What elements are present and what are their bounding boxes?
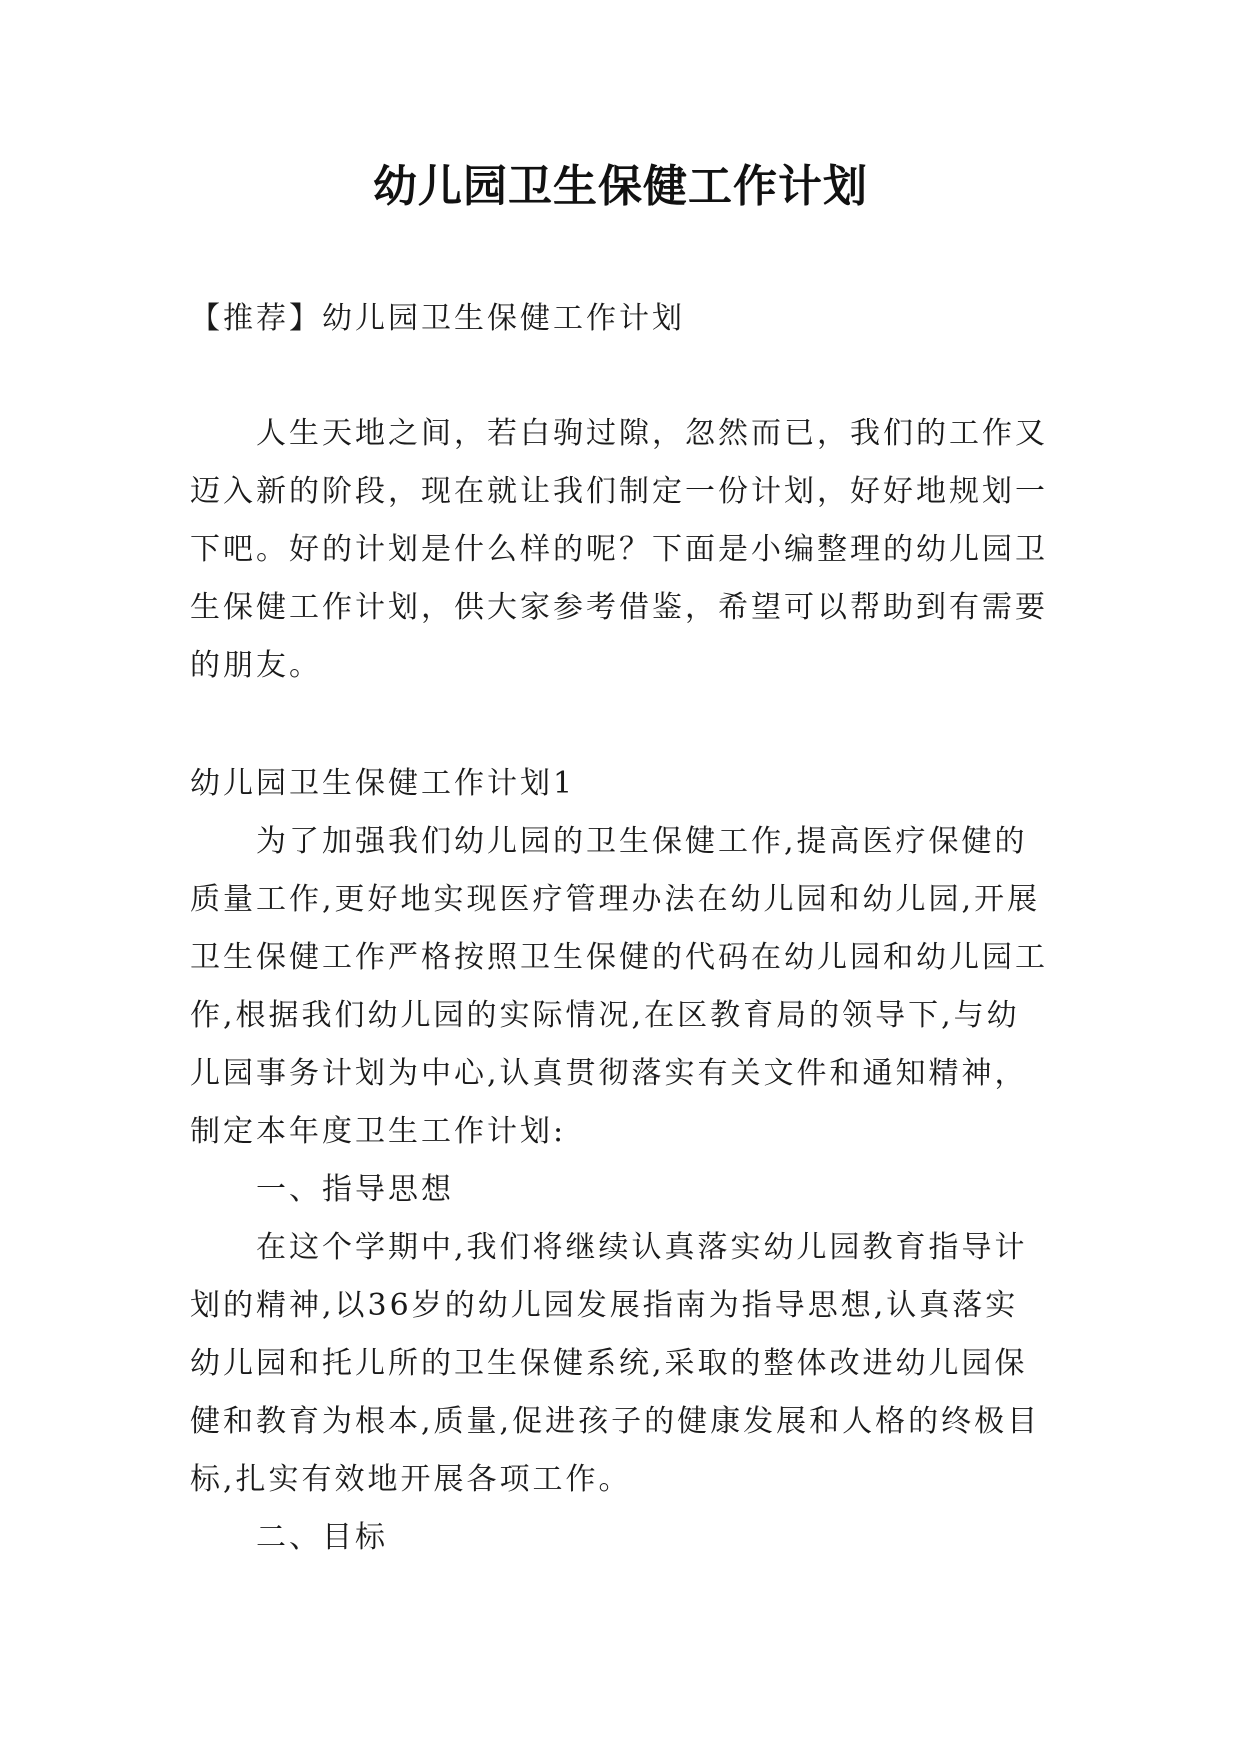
- section-heading-guiding-thought: 一、指导思想: [256, 1172, 454, 1207]
- body-paragraph-2: 在这个学期中,我们将继续认真落实幼儿园教育指导计划的精神,以36岁的幼儿园发展指南为指导思想,认真落实幼儿园和托儿所的卫生保健系统,采取的整体改进幼儿园保健和教育为根本,质量,促进孩子的健康发展和人格的终极目标,扎实有效地开展各项工作。: [190, 1230, 1041, 1497]
- body-paragraph-1: 为了加强我们幼儿园的卫生保健工作,提高医疗保健的质量工作,更好地实现医疗管理办法在幼儿园和幼儿园,开展卫生保健工作严格按照卫生保健的代码在幼儿园和幼儿园工作,根据我们幼儿园的实际情况,在区教育局的领导下,与幼儿园事务计划为中心,认真贯彻落实有关文件和通知精神，制定本年度卫生工作计划:: [190, 824, 1048, 1149]
- plan-subtitle: 幼儿园卫生保健工作计划1: [190, 766, 576, 801]
- section-heading-goals: 二、目标: [256, 1520, 388, 1555]
- recommend-line: 【推荐】幼儿园卫生保健工作计划: [190, 301, 685, 336]
- document-title: 幼儿园卫生保健工作计划: [373, 161, 868, 212]
- intro-paragraph: 人生天地之间，若白驹过隙，忽然而已，我们的工作又迈入新的阶段，现在就让我们制定一份计划，好好地规划一下吧。好的计划是什么样的呢？下面是小编整理的幼儿园卫生保健工作计划，供大家参考借鉴，希望可以帮助到有需要的朋友。: [190, 416, 1048, 683]
